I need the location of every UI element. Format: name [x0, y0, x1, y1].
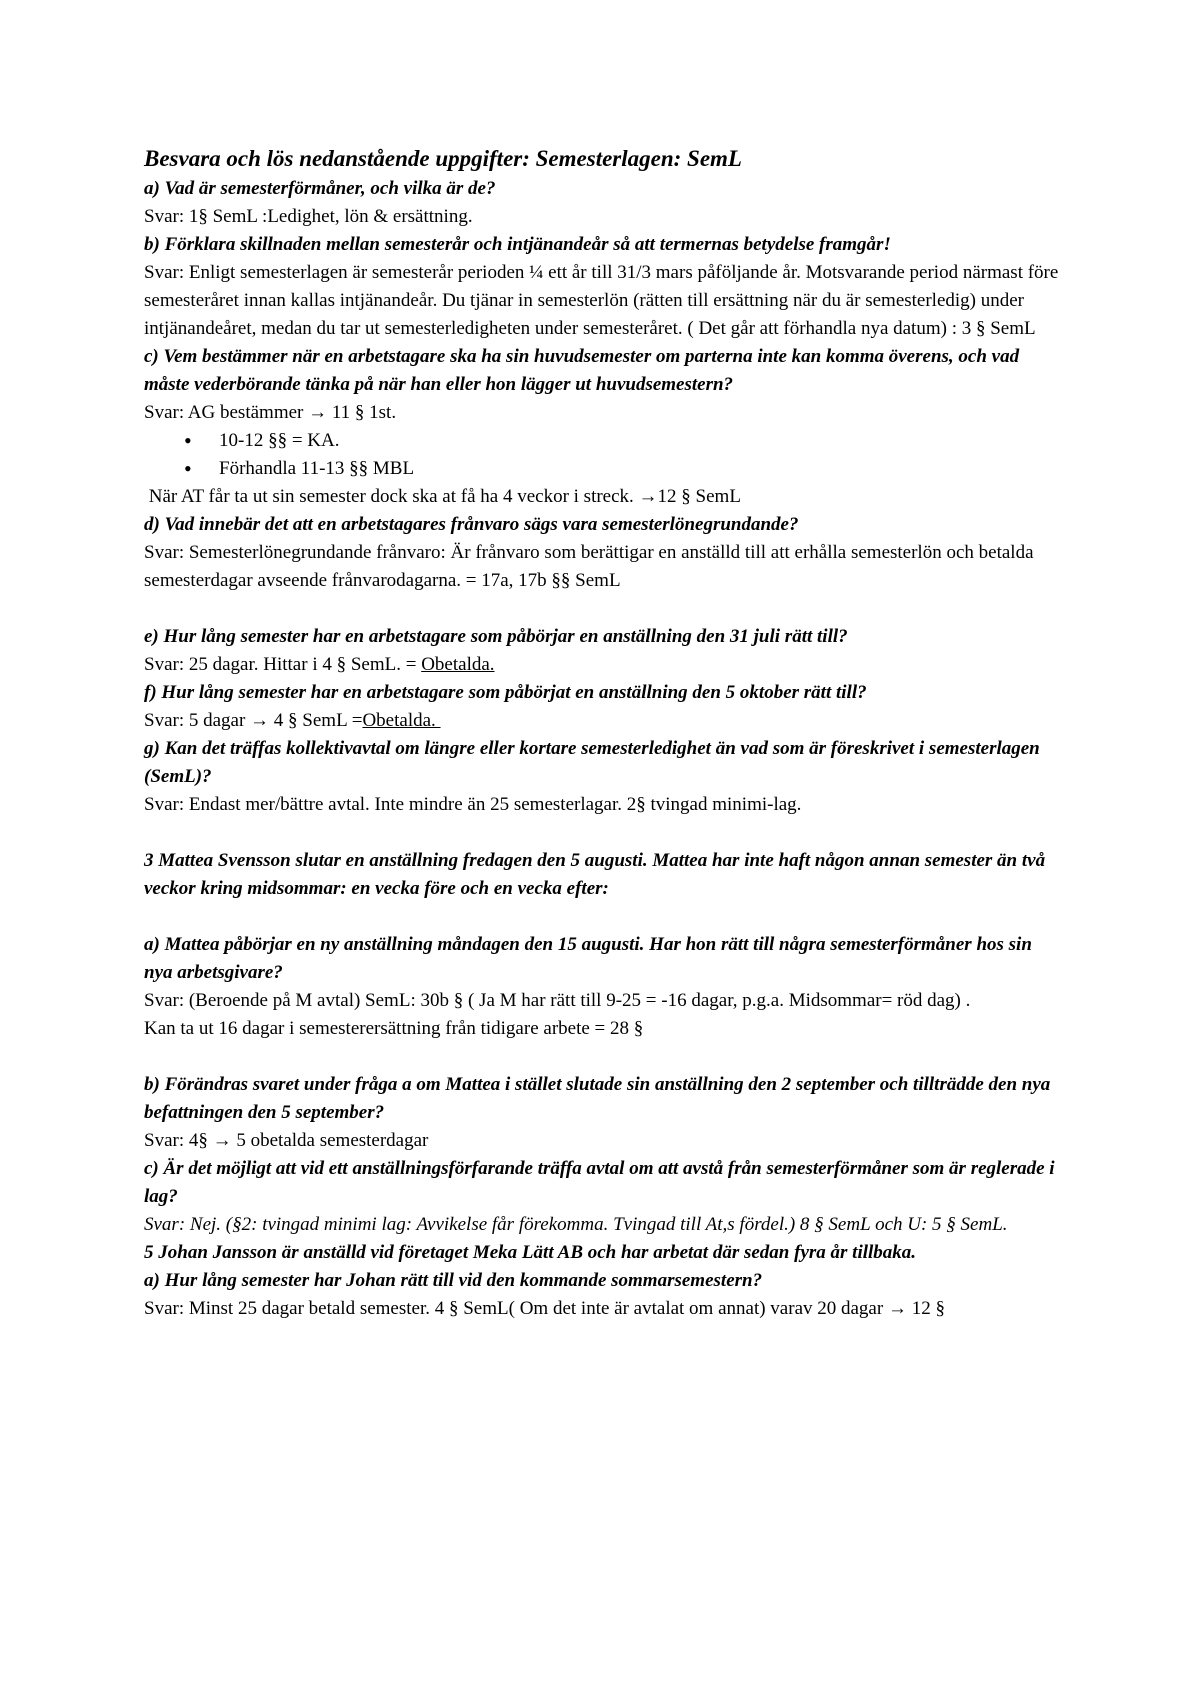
answer-3c: Svar: Nej. (§2: tvingad minimi lag: Avvikelse får förekomma. Tvingad till At,s fördel.) 8 § SemL och U: 5 § SemL.: [144, 1214, 1008, 1235]
blank-line: [144, 819, 1064, 847]
question-d: d) Vad innebär det att en arbetstagares frånvaro sägs vara semesterlönegrundande?: [144, 514, 799, 535]
answer-e-text: Svar: 25 dagar. Hittar i 4 § SemL. =: [144, 654, 422, 675]
bullet-item: • Förhandla 11-13 §§ MBL: [184, 455, 1064, 483]
answer-3b: Svar: 4§ → 5 obetalda semesterdagar: [144, 1130, 429, 1151]
answer-f-text: Svar: 5 dagar → 4 § SemL =: [144, 710, 363, 731]
answer-c: Svar: AG bestämmer → 11 § 1st.: [144, 402, 397, 423]
case-5-intro: 5 Johan Jansson är anställd vid företaget Meka Lätt AB och har arbetat där sedan fyra år tillbaka.: [144, 1242, 917, 1263]
bullet-item: • 10-12 §§ = KA.: [184, 427, 1064, 455]
answer-e: [144, 651, 1064, 679]
question-b: b) Förklara skillnaden mellan semesterår och intjänandeår så att termernas betydelse framgår!: [144, 234, 891, 255]
question-g: g) Kan det träffas kollektivavtal om längre eller kortare semesterledighet än vad som är föreskrivet i semesterlagen (SemL)?: [144, 738, 1040, 787]
question-e: e) Hur lång semester har en arbetstagare som påbörjar en anställning den 31 juli rätt till?: [144, 626, 848, 647]
answer-f-underlined: Obetalda.: [362, 710, 441, 731]
blank-line: [144, 1043, 1064, 1071]
question-f: f) Hur lång semester har en arbetstagare som påbörjat en anställning den 5 oktober rätt till?: [144, 682, 867, 703]
answer-5a: Svar: Minst 25 dagar betald semester. 4 § SemL( Om det inte är avtalat om annat) varav 20 dagar → 12 §: [144, 1298, 945, 1319]
document-content: [144, 143, 1064, 1323]
question-c: c) Vem bestämmer när en arbetstagare ska ha sin huvudsemester om parterna inte kan komma överens, och vad måste vederbörande tänka på när han eller hon lägger ut huvudsemestern?: [144, 346, 1020, 395]
case-3-intro: 3 Mattea Svensson slutar en anställning fredagen den 5 augusti. Mattea har inte haft någon annan semester än två veckor kring midsommar: en vecka före och en vecka efter:: [144, 850, 1046, 899]
answer-a: Svar: 1§ SemL :Ledighet, lön & ersättning.: [144, 206, 473, 227]
question-a: a) Vad är semesterförmåner, och vilka är de?: [144, 178, 496, 199]
answer-g: Svar: Endast mer/bättre avtal. Inte mindre än 25 semesterlagar. 2§ tvingad minimi-lag.: [144, 794, 802, 815]
answer-e-underlined: Obetalda.: [421, 654, 495, 675]
answer-c-note: När AT får ta ut sin semester dock ska at få ha 4 veckor i streck. →12 § SemL: [144, 486, 741, 507]
blank-line: [144, 595, 1064, 623]
question-3c: c) Är det möjligt att vid ett anställningsförfarande träffa avtal om att avstå från semesterförmåner som är reglerade i lag?: [144, 1158, 1055, 1207]
question-3b: b) Förändras svaret under fråga a om Mattea i stället slutade sin anställning den 2 september och tillträdde den nya befattningen den 5 september?: [144, 1074, 1051, 1123]
blank-line: [144, 903, 1064, 931]
answer-d: Svar: Semesterlönegrundande frånvaro: Är frånvaro som berättigar en anställd till att erhålla semesterlön och betalda semesterdagar avseende frånvarodagarna. = 17a, 17b §§ SemL: [144, 542, 1034, 591]
question-5a: a) Hur lång semester har Johan rätt till vid den kommande sommarsemestern?: [144, 1270, 763, 1291]
answer-c-bullet-list: [144, 427, 1064, 483]
document-title: Besvara och lös nedanstående uppgifter: Semesterlagen: SemL: [144, 146, 742, 171]
answer-3a: Svar: (Beroende på M avtal) SemL: 30b § ( Ja M har rätt till 9-25 = -16 dagar, p.g.a. Midsommar= röd dag) .: [144, 990, 971, 1011]
answer-3a-note: Kan ta ut 16 dagar i semesterersättning från tidigare arbete = 28 §: [144, 1018, 644, 1039]
answer-f: [144, 707, 1064, 735]
answer-b: Svar: Enligt semesterlagen är semesterår perioden ¼ ett år till 31/3 mars påföljande år. Motsvarande period närmast före semesteråret innan kallas intjänandeår. Du tjänar in semesterlön (rätten till ersättning när du är semesterledig) under intjänandeåret, medan du tar ut semesterledigheten under semesteråret. ( Det går att förhandla nya datum) : 3 § SemL: [144, 262, 1059, 339]
question-3a: a) Mattea påbörjar en ny anställning måndagen den 15 augusti. Har hon rätt till några semesterförmåner hos sin nya arbetsgivare?: [144, 934, 1032, 983]
